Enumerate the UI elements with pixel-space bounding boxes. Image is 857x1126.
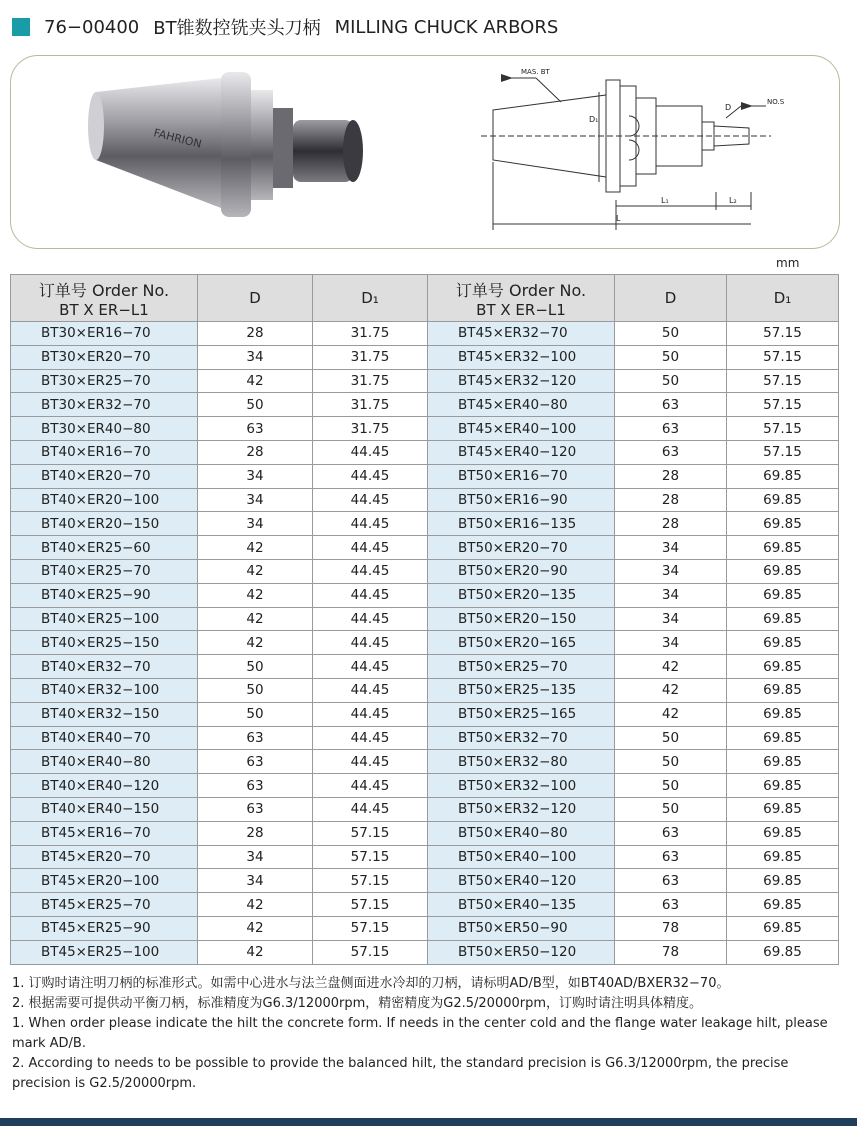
d1-cell: 69.85	[727, 750, 839, 774]
label-l1: L₁	[661, 196, 669, 205]
d-cell: 50	[615, 726, 727, 750]
d1-cell: 69.85	[727, 583, 839, 607]
label-mas: MAS. BT	[521, 68, 550, 76]
d-cell: 78	[615, 916, 727, 940]
header-order-left: 订单号 Order No. BT X ER−L1	[11, 275, 198, 322]
d-cell: 42	[198, 940, 313, 964]
order-no-cell: BT40×ER40−150	[11, 797, 198, 821]
order-no-cell: BT45×ER40−80	[428, 393, 615, 417]
table-row	[11, 797, 839, 821]
d-cell: 42	[198, 893, 313, 917]
d-cell: 28	[615, 488, 727, 512]
order-no-cell: BT45×ER25−70	[11, 893, 198, 917]
note-en-2: 2. According to needs to be possible to provide the balanced hilt, the standard precision is G6.3/12000rpm, the precise precision is G2.5/20000rpm.	[12, 1056, 789, 1091]
order-no-cell: BT40×ER20−100	[11, 488, 198, 512]
d1-cell: 44.45	[313, 631, 428, 655]
table-row	[11, 750, 839, 774]
d-cell: 50	[615, 750, 727, 774]
d-cell: 34	[198, 869, 313, 893]
table-row	[11, 607, 839, 631]
table-row	[11, 345, 839, 369]
header-d-right: D	[615, 275, 727, 322]
d1-cell: 44.45	[313, 464, 428, 488]
d1-cell: 69.85	[727, 631, 839, 655]
order-no-cell: BT50×ER50−90	[428, 916, 615, 940]
d-cell: 34	[615, 631, 727, 655]
order-no-cell: BT50×ER20−90	[428, 559, 615, 583]
d-cell: 34	[198, 512, 313, 536]
table-row	[11, 583, 839, 607]
d1-cell: 57.15	[727, 322, 839, 346]
table-row	[11, 512, 839, 536]
order-no-cell: BT50×ER40−135	[428, 893, 615, 917]
d1-cell: 69.85	[727, 726, 839, 750]
d1-cell: 69.85	[727, 916, 839, 940]
table-row	[11, 655, 839, 679]
product-photo	[71, 60, 431, 240]
title-en: MILLING CHUCK ARBORS	[334, 16, 559, 38]
table-row	[11, 726, 839, 750]
d1-cell: 44.45	[313, 797, 428, 821]
order-no-cell: BT45×ER20−70	[11, 845, 198, 869]
d-cell: 63	[198, 417, 313, 441]
header-d1-right: D₁	[727, 275, 839, 322]
d1-cell: 57.15	[313, 893, 428, 917]
order-no-cell: BT50×ER16−135	[428, 512, 615, 536]
d-cell: 42	[198, 916, 313, 940]
order-no-cell: BT50×ER20−150	[428, 607, 615, 631]
order-no-cell: BT45×ER32−100	[428, 345, 615, 369]
table-row	[11, 869, 839, 893]
d1-cell: 31.75	[313, 345, 428, 369]
table-row	[11, 464, 839, 488]
order-no-cell: BT50×ER32−120	[428, 797, 615, 821]
table-row	[11, 440, 839, 464]
order-no-cell: BT45×ER16−70	[11, 821, 198, 845]
d-cell: 78	[615, 940, 727, 964]
d-cell: 63	[615, 821, 727, 845]
notes	[12, 974, 842, 1094]
order-no-cell: BT50×ER16−70	[428, 464, 615, 488]
d-cell: 34	[615, 607, 727, 631]
d-cell: 63	[198, 750, 313, 774]
d-cell: 42	[198, 607, 313, 631]
specs-table	[10, 274, 839, 965]
d1-cell: 69.85	[727, 845, 839, 869]
page-header	[12, 12, 558, 42]
d-cell: 42	[198, 631, 313, 655]
d1-cell: 44.45	[313, 655, 428, 679]
d-cell: 50	[198, 678, 313, 702]
d-cell: 42	[615, 655, 727, 679]
order-no-cell: BT50×ER20−70	[428, 536, 615, 560]
brand-text: FAHRION	[152, 126, 203, 151]
d1-cell: 31.75	[313, 322, 428, 346]
label-d: D	[725, 103, 732, 112]
d-cell: 42	[198, 536, 313, 560]
d-cell: 34	[615, 583, 727, 607]
d1-cell: 44.45	[313, 607, 428, 631]
order-no-cell: BT45×ER40−120	[428, 440, 615, 464]
order-no-cell: BT40×ER25−150	[11, 631, 198, 655]
order-no-cell: BT40×ER20−150	[11, 512, 198, 536]
d-cell: 63	[615, 417, 727, 441]
order-no-cell: BT50×ER25−135	[428, 678, 615, 702]
order-no-cell: BT40×ER40−80	[11, 750, 198, 774]
order-no-cell: BT30×ER25−70	[11, 369, 198, 393]
d1-cell: 69.85	[727, 488, 839, 512]
header-order-right: 订单号 Order No. BT X ER−L1	[428, 275, 615, 322]
d1-cell: 31.75	[313, 417, 428, 441]
technical-drawing	[481, 62, 811, 237]
d1-cell: 57.15	[727, 440, 839, 464]
d-cell: 63	[198, 726, 313, 750]
d-cell: 50	[615, 369, 727, 393]
order-no-cell: BT50×ER50−120	[428, 940, 615, 964]
d-cell: 50	[198, 393, 313, 417]
table-row	[11, 488, 839, 512]
table-row	[11, 417, 839, 441]
d1-cell: 57.15	[727, 417, 839, 441]
order-no-cell: BT50×ER40−80	[428, 821, 615, 845]
order-no-cell: BT45×ER32−120	[428, 369, 615, 393]
table-row	[11, 559, 839, 583]
d1-cell: 44.45	[313, 512, 428, 536]
d1-cell: 31.75	[313, 369, 428, 393]
table-row	[11, 536, 839, 560]
order-no-cell: BT45×ER40−100	[428, 417, 615, 441]
d1-cell: 44.45	[313, 488, 428, 512]
table-row	[11, 369, 839, 393]
table-row	[11, 678, 839, 702]
d-cell: 28	[198, 821, 313, 845]
unit-label: mm	[776, 256, 800, 270]
order-no-cell: BT30×ER40−80	[11, 417, 198, 441]
d1-cell: 69.85	[727, 536, 839, 560]
d1-cell: 69.85	[727, 464, 839, 488]
order-no-cell: BT40×ER32−70	[11, 655, 198, 679]
note-cn-1: 1. 订购时请注明刀柄的标准形式。如需中心进水与法兰盘侧面进水冷却的刀柄，请标明AD/B型，如BT40AD/BXER32−70。	[12, 976, 730, 991]
d1-cell: 57.15	[727, 345, 839, 369]
table-row	[11, 821, 839, 845]
table-header-row	[11, 275, 839, 322]
order-no-cell: BT50×ER16−90	[428, 488, 615, 512]
d-cell: 28	[615, 512, 727, 536]
d1-cell: 44.45	[313, 440, 428, 464]
order-no-cell: BT50×ER40−100	[428, 845, 615, 869]
label-d1: D₁	[589, 115, 599, 124]
d1-cell: 57.15	[313, 821, 428, 845]
d1-cell: 44.45	[313, 750, 428, 774]
product-code: 76−00400	[44, 16, 140, 38]
header-d1-left: D₁	[313, 275, 428, 322]
d-cell: 42	[198, 583, 313, 607]
d1-cell: 57.15	[313, 940, 428, 964]
d1-cell: 44.45	[313, 559, 428, 583]
d1-cell: 69.85	[727, 678, 839, 702]
d-cell: 50	[615, 322, 727, 346]
order-no-cell: BT45×ER25−100	[11, 940, 198, 964]
d1-cell: 69.85	[727, 559, 839, 583]
d-cell: 50	[615, 774, 727, 798]
table-row	[11, 893, 839, 917]
d-cell: 63	[615, 845, 727, 869]
table-row	[11, 393, 839, 417]
d-cell: 63	[615, 440, 727, 464]
order-no-cell: BT50×ER25−165	[428, 702, 615, 726]
d-cell: 63	[615, 393, 727, 417]
header-d-left: D	[198, 275, 313, 322]
d-cell: 42	[198, 559, 313, 583]
d-cell: 34	[198, 464, 313, 488]
d1-cell: 69.85	[727, 774, 839, 798]
order-no-cell: BT50×ER40−120	[428, 869, 615, 893]
d1-cell: 69.85	[727, 821, 839, 845]
order-no-cell: BT30×ER16−70	[11, 322, 198, 346]
d1-cell: 44.45	[313, 726, 428, 750]
d1-cell: 69.85	[727, 512, 839, 536]
d1-cell: 57.15	[313, 869, 428, 893]
d1-cell: 57.15	[313, 916, 428, 940]
d1-cell: 31.75	[313, 393, 428, 417]
order-no-cell: BT40×ER32−150	[11, 702, 198, 726]
table-row	[11, 916, 839, 940]
d-cell: 34	[615, 536, 727, 560]
order-no-cell: BT40×ER32−100	[11, 678, 198, 702]
d-cell: 50	[615, 797, 727, 821]
table-row	[11, 702, 839, 726]
table-row	[11, 631, 839, 655]
order-no-cell: BT45×ER25−90	[11, 916, 198, 940]
footer-bar	[0, 1118, 857, 1126]
d-cell: 28	[615, 464, 727, 488]
order-no-cell: BT40×ER25−90	[11, 583, 198, 607]
label-l2: L₂	[729, 196, 737, 205]
order-no-cell: BT30×ER20−70	[11, 345, 198, 369]
d1-cell: 44.45	[313, 702, 428, 726]
table-row	[11, 774, 839, 798]
d-cell: 34	[615, 559, 727, 583]
d1-cell: 69.85	[727, 607, 839, 631]
note-en-1: 1. When order please indicate the hilt the concrete form. If needs in the center cold and the flange water leakage hilt, please mark AD/B.	[12, 1016, 828, 1051]
order-no-cell: BT50×ER32−70	[428, 726, 615, 750]
d-cell: 42	[198, 369, 313, 393]
d-cell: 42	[615, 702, 727, 726]
d-cell: 50	[198, 655, 313, 679]
note-cn-2: 2. 根据需要可提供动平衡刀柄，标准精度为G6.3/12000rpm，精密精度为G2.5/20000rpm，订购时请注明具体精度。	[12, 996, 703, 1011]
d-cell: 28	[198, 440, 313, 464]
title-cn: BT锥数控铣夹头刀柄	[153, 18, 321, 39]
table-row	[11, 322, 839, 346]
d-cell: 50	[615, 345, 727, 369]
d1-cell: 44.45	[313, 583, 428, 607]
d1-cell: 69.85	[727, 655, 839, 679]
d-cell: 28	[198, 322, 313, 346]
d-cell: 34	[198, 845, 313, 869]
d-cell: 63	[615, 869, 727, 893]
table-row	[11, 845, 839, 869]
order-no-cell: BT40×ER20−70	[11, 464, 198, 488]
d1-cell: 57.15	[313, 845, 428, 869]
d-cell: 63	[615, 893, 727, 917]
d1-cell: 69.85	[727, 893, 839, 917]
d1-cell: 57.15	[727, 369, 839, 393]
order-no-cell: BT50×ER20−165	[428, 631, 615, 655]
order-no-cell: BT50×ER32−100	[428, 774, 615, 798]
d-cell: 34	[198, 488, 313, 512]
order-no-cell: BT50×ER25−70	[428, 655, 615, 679]
order-no-cell: BT45×ER20−100	[11, 869, 198, 893]
order-no-cell: BT40×ER40−70	[11, 726, 198, 750]
d-cell: 42	[615, 678, 727, 702]
d1-cell: 44.45	[313, 774, 428, 798]
d-cell: 50	[198, 702, 313, 726]
order-no-cell: BT45×ER32−70	[428, 322, 615, 346]
d1-cell: 69.85	[727, 797, 839, 821]
d1-cell: 69.85	[727, 869, 839, 893]
d1-cell: 69.85	[727, 702, 839, 726]
order-no-cell: BT30×ER32−70	[11, 393, 198, 417]
header-square-icon	[12, 18, 30, 36]
order-no-cell: BT40×ER40−120	[11, 774, 198, 798]
order-no-cell: BT40×ER25−60	[11, 536, 198, 560]
d1-cell: 57.15	[727, 393, 839, 417]
d-cell: 34	[198, 345, 313, 369]
label-l: L	[616, 214, 621, 223]
table-row	[11, 940, 839, 964]
order-no-cell: BT50×ER20−135	[428, 583, 615, 607]
order-no-cell: BT40×ER25−70	[11, 559, 198, 583]
order-no-cell: BT40×ER25−100	[11, 607, 198, 631]
illustration-panel	[10, 55, 840, 249]
d-cell: 63	[198, 797, 313, 821]
label-nos: NO.S	[767, 98, 785, 106]
d1-cell: 44.45	[313, 536, 428, 560]
order-no-cell: BT40×ER16−70	[11, 440, 198, 464]
d-cell: 63	[198, 774, 313, 798]
d1-cell: 69.85	[727, 940, 839, 964]
order-no-cell: BT50×ER32−80	[428, 750, 615, 774]
d1-cell: 44.45	[313, 678, 428, 702]
